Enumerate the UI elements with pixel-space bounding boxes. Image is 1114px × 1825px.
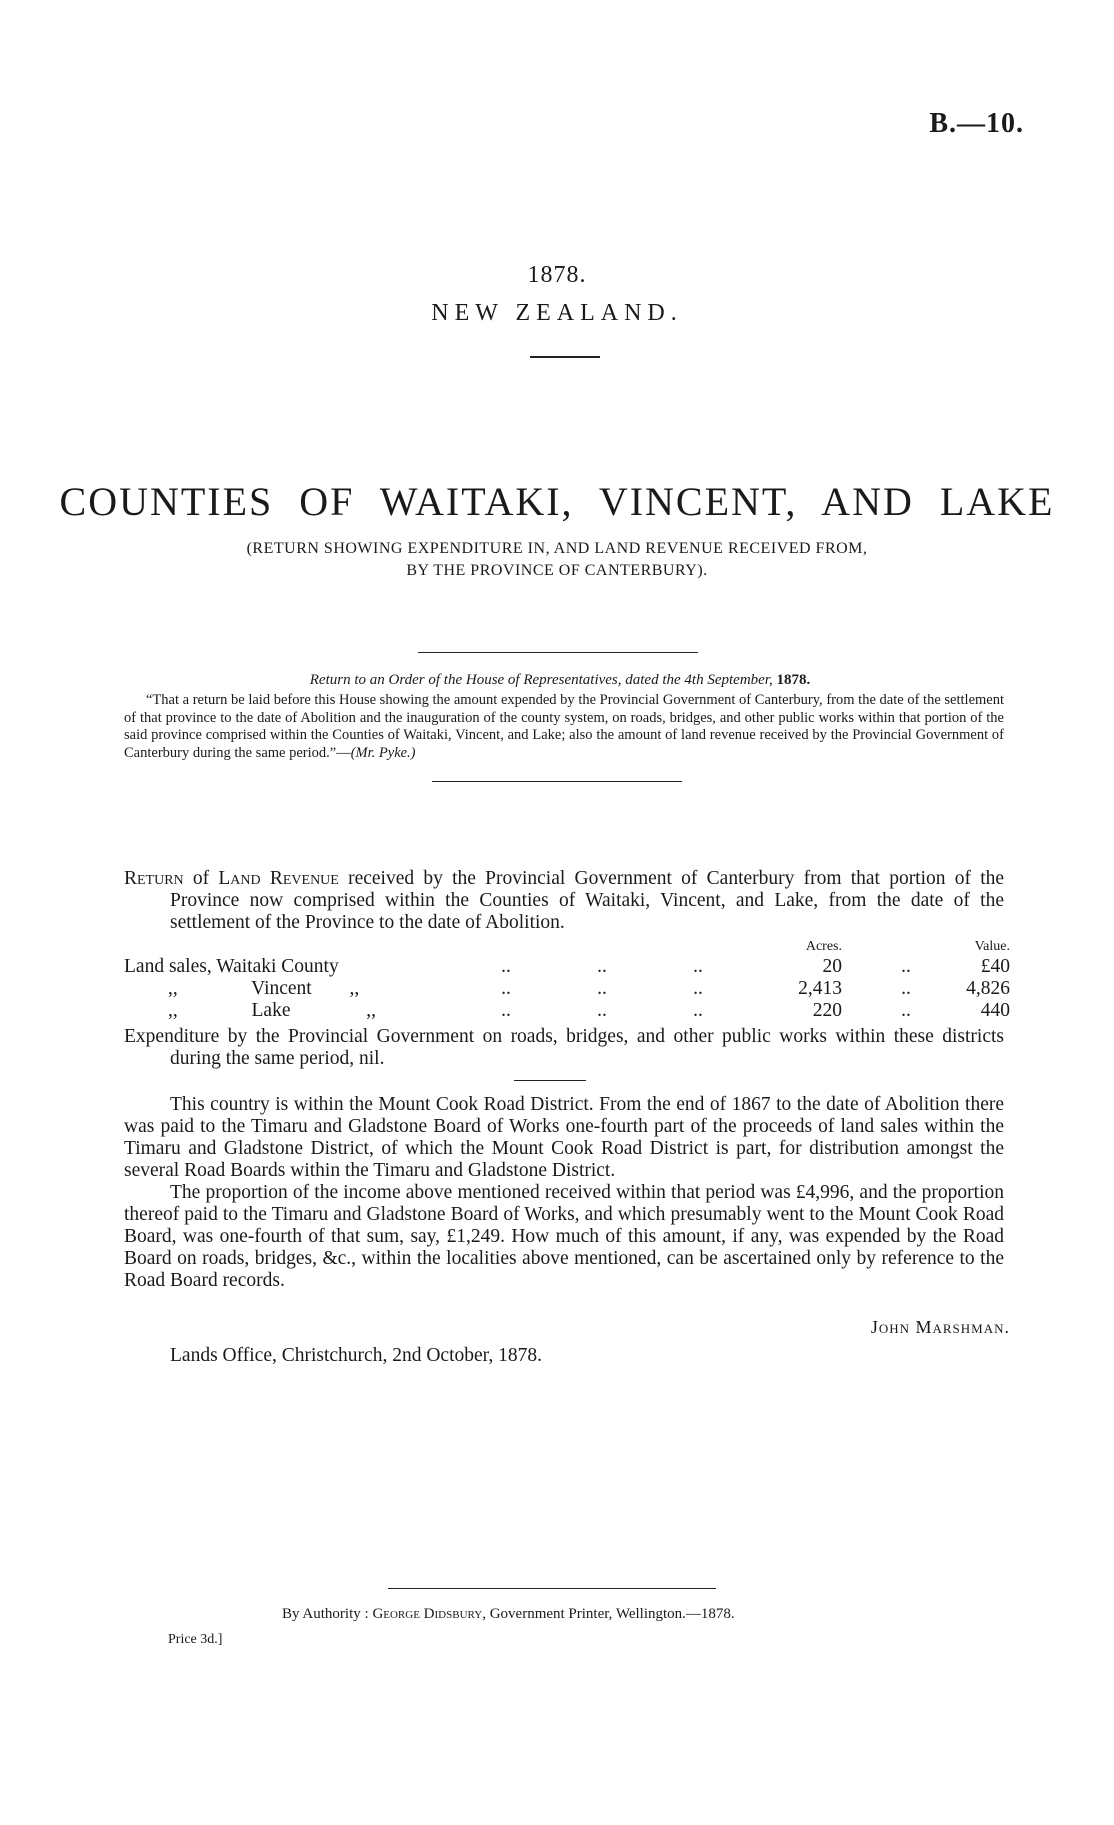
divider-order-bottom <box>432 781 682 782</box>
leader-dots: .. <box>693 1000 703 1021</box>
body-paragraph-2 <box>124 1182 1004 1292</box>
document-reference: B.—10. <box>929 108 1024 139</box>
leader-dots: .. <box>901 956 911 977</box>
page-subtitle <box>150 538 964 582</box>
row-ditto: ,, <box>349 978 360 999</box>
return-lead-word: Return <box>124 868 184 889</box>
row-acres: 2,413 <box>798 978 842 999</box>
row-acres: 220 <box>812 1000 842 1021</box>
divider-short-body <box>514 1080 586 1081</box>
row-value: 440 <box>980 1000 1010 1021</box>
table-header-row <box>124 938 1010 956</box>
country-heading: NEW ZEALAND. <box>431 300 683 326</box>
page-title: COUNTIES OF WAITAKI, VINCENT, AND LAKE <box>59 479 1055 524</box>
document-year: 1878. <box>527 262 587 288</box>
leader-dots: .. <box>693 978 703 999</box>
order-quote <box>124 692 1004 762</box>
table-row <box>124 1000 1010 1022</box>
table-row <box>124 956 1010 978</box>
leader-dots: .. <box>501 1000 511 1021</box>
return-lead-land-revenue: Land Revenue <box>218 868 339 889</box>
row-prefix: ,, <box>168 1000 178 1021</box>
body-paragraph-1 <box>124 1094 1004 1182</box>
leader-dots: .. <box>501 956 511 977</box>
expenditure-statement <box>124 1026 1004 1070</box>
row-prefix: Land sales, <box>124 956 212 977</box>
divider-short <box>530 356 600 358</box>
return-intro <box>124 868 1004 934</box>
row-value: £40 <box>980 956 1010 977</box>
row-name: Lake <box>251 1000 291 1021</box>
order-heading-text: Return to an Order of the House of Representatives, dated the 4th September, <box>309 672 773 688</box>
leader-dots: .. <box>693 956 703 977</box>
expenditure-text: Expenditure by the Provincial Government on roads, bridges, and other public works within these districts during the same period, nil. <box>124 1026 1004 1069</box>
subtitle-line-1: (RETURN SHOWING EXPENDITURE IN, AND LAND REVENUE RECEIVED FROM, <box>246 540 868 557</box>
row-ditto: ,, <box>366 1000 376 1021</box>
order-heading <box>130 672 990 689</box>
row-name: Vincent <box>251 978 312 999</box>
authority-prefix: By Authority : <box>282 1606 369 1622</box>
land-sales-table <box>124 938 1010 1022</box>
paragraph-text: The proportion of the income above mentioned received within that period was £4,996, and the proportion thereof paid to the Timaru and Gladstone Board of Works, and which presumably went to the Mount Cook Road Board, was one-fourth of that sum, say, £1,249. How much of this amount, if any, was expended by the Road Board on roads, bridges, &c., within the localities above mentioned, can be ascertained only by reference to the Road Board records. <box>124 1182 1004 1291</box>
authority-suffix: Government Printer, Wellington.—1878. <box>489 1606 735 1622</box>
leader-dots: .. <box>597 1000 607 1021</box>
subtitle-line-2: BY THE PROVINCE OF CANTERBURY). <box>406 562 708 579</box>
row-value: 4,826 <box>966 978 1010 999</box>
printer-authority <box>282 1606 735 1623</box>
return-lead-of: of <box>192 868 210 889</box>
paragraph-text: This country is within the Mount Cook Road District. From the end of 1867 to the date of Abolition there was paid to the Timaru and Gladstone Board of Works one-fourth part of the proceeds of land sales within the Timaru and Gladstone District, of which the Mount Cook Road District is part, for distribution amongst the several Road Boards within the Timaru and Gladstone District. <box>124 1094 1004 1181</box>
leader-dots: .. <box>501 978 511 999</box>
divider-order-top <box>418 652 698 653</box>
leader-dots: .. <box>597 978 607 999</box>
leader-dots: .. <box>901 978 911 999</box>
header-value: Value. <box>974 939 1010 954</box>
table-row <box>124 978 1010 1000</box>
return-intro-text: received by the Provincial Government of Canterbury from that portion of the Province now comprised within the Counties of Waitaki, Vincent, and Lake, from the date of the settlement of the Province to the date of Abolition. <box>170 868 1005 933</box>
printer-name: George Didsbury, <box>372 1606 486 1622</box>
header-acres: Acres. <box>805 939 842 954</box>
row-acres: 20 <box>822 956 842 977</box>
leader-dots: .. <box>597 956 607 977</box>
price-note: Price 3d.] <box>168 1632 223 1647</box>
row-prefix: ,, <box>168 978 178 999</box>
dateline: Lands Office, Christchurch, 2nd October, 1878. <box>170 1345 542 1366</box>
signature: John Marshman. <box>870 1317 1010 1337</box>
order-attribution: (Mr. Pyke.) <box>350 744 416 761</box>
order-heading-year: 1878. <box>776 672 811 688</box>
leader-dots: .. <box>901 1000 911 1021</box>
footer-rule <box>388 1588 716 1589</box>
order-quote-text: “That a return be laid before this House showing the amount expended by the Provincial Government of Canterbury, from the date of the settlement of that province to the date of Abolition and the inauguration of the county system, on roads, bridges, and other public works within that portion of the said province comprised within the Counties of Waitaki, Vincent, and Lake; also the amount of land revenue received by the Provincial Government of Canterbury during the same period.”— <box>124 692 1004 761</box>
row-name: Waitaki County <box>216 956 339 977</box>
